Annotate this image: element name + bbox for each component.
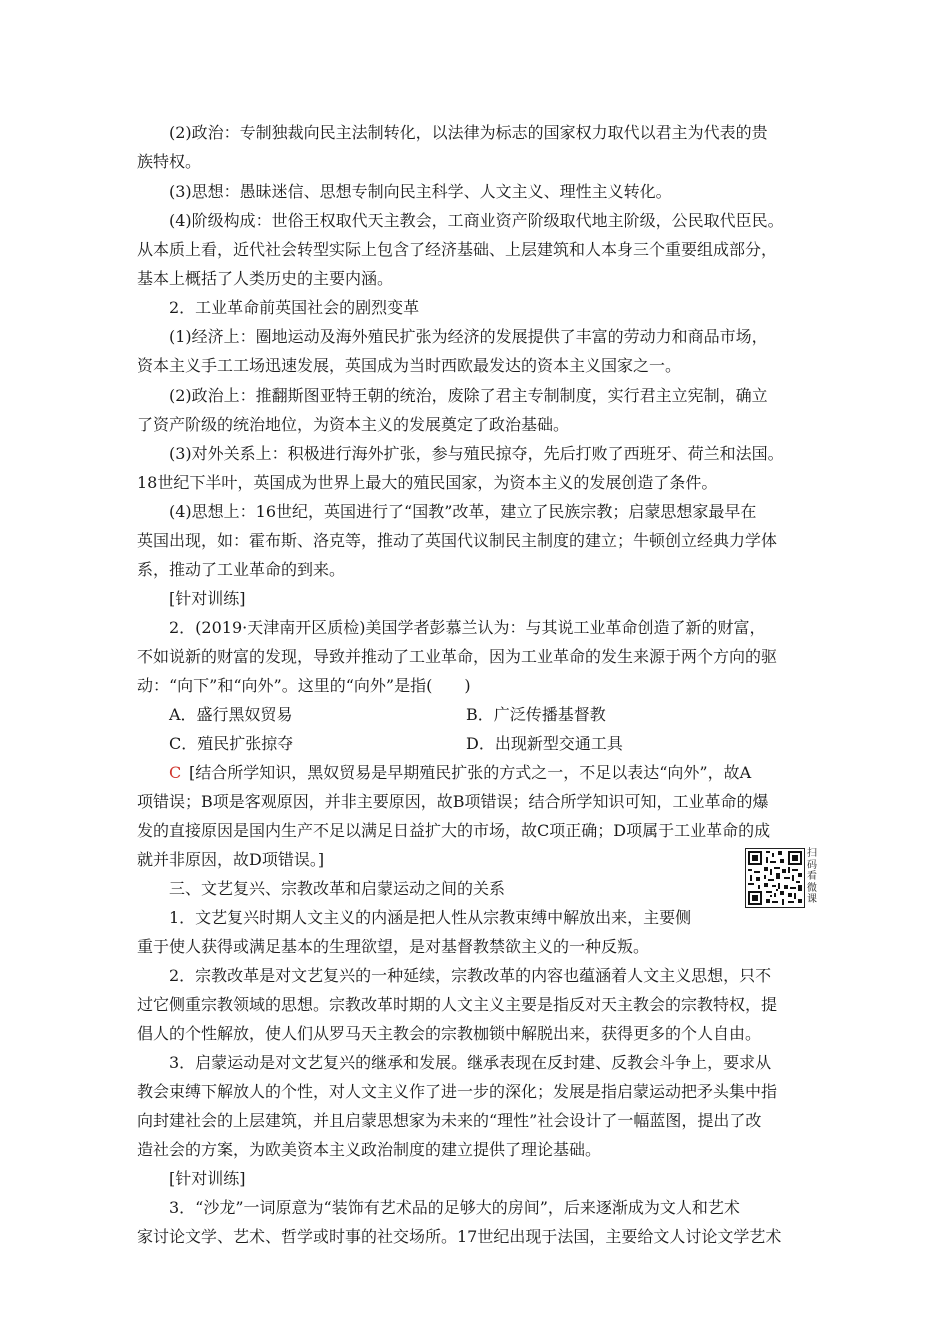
answer-letter: C [169, 763, 182, 782]
section-heading: 2．工业革命前英国社会的剧烈变革 [169, 298, 420, 317]
text-line: 造社会的方案，为欧美资本主义政治制度的建立提供了理论基础。 [137, 1140, 602, 1159]
option-a: A．盛行黑奴贸易 [169, 705, 293, 724]
text-line: 倡人的个性解放，使人们从罗马天主教会的宗教枷锁中解脱出来，获得更多的个人自由。 [137, 1024, 762, 1043]
option-d: D．出现新型交通工具 [466, 734, 623, 753]
text-line: (2)政治上：推翻斯图亚特王朝的统治，废除了君主专制制度，实行君主立宪制，确立 [169, 386, 768, 405]
option-b: B．广泛传播基督教 [466, 705, 606, 724]
text-line: 从本质上看，近代社会转型实际上包含了经济基础、上层建筑和人本身三个重要组成部分， [137, 240, 778, 259]
text-line: (4)阶级构成：世俗王权取代天主教会，工商业资产阶级取代地主阶级，公民取代臣民。 [169, 211, 784, 230]
text-line: 1．文艺复兴时期人文主义的内涵是把人性从宗教束缚中解放出来，主要侧 [169, 908, 692, 927]
text-line: (4)思想上：16世纪，英国进行了“国教”改革，建立了民族宗教；启蒙思想家最早在 [169, 502, 757, 521]
text-line: 基本上概括了人类历史的主要内涵。 [137, 269, 394, 288]
option-c: C．殖民扩张掠夺 [169, 734, 294, 753]
text-line: 3．启蒙运动是对文艺复兴的继承和发展。继承表现在反封建、反教会斗争上，要求从 [169, 1053, 772, 1072]
answer-explanation: 发的直接原因是国内生产不足以满足日益扩大的市场，故C项正确；D项属于工业革命的成 [137, 821, 771, 840]
practice-label: [针对训练] [169, 1169, 246, 1188]
text-line: 2．宗教改革是对文艺复兴的一种延续，宗教改革的内容也蕴涵着人文主义思想，只不 [169, 966, 772, 985]
text-line: 系，推动了工业革命的到来。 [137, 560, 346, 579]
text-line: 族特权。 [137, 152, 202, 171]
qr-code-icon[interactable] [745, 848, 805, 908]
practice-label: [针对训练] [169, 589, 246, 608]
text-line: (1)经济上：圈地运动及海外殖民扩张为经济的发展提供了丰富的劳动力和商品市场， [169, 327, 768, 346]
text-line: 过它侧重宗教领域的思想。宗教改革时期的人文主义主要是指反对天主教会的宗教特权，提 [137, 995, 778, 1014]
question-stem: 3．“沙龙”一词原意为“装饰有艺术品的足够大的房间”，后来逐渐成为文人和艺术 [169, 1198, 740, 1217]
text-line: 18世纪下半叶，英国成为世界上最大的殖民国家，为资本主义的发展创造了条件。 [137, 473, 718, 492]
text-line: 资本主义手工工场迅速发展，英国成为当时西欧最发达的资本主义国家之一。 [137, 356, 682, 375]
answer-explanation: 项错误；B项是客观原因，并非主要原因，故B项错误；结合所学知识可知，工业革命的爆 [137, 792, 769, 811]
answer-explanation: [结合所学知识，黑奴贸易是早期殖民扩张的方式之一，不足以表达“向外”，故A [189, 763, 752, 782]
question-stem: 2．(2019·天津南开区质检)美国学者彭慕兰认为：与其说工业革命创造了新的财富， [169, 618, 766, 637]
text-line: 教会束缚下解放人的个性，对人文主义作了进一步的深化；发展是指启蒙运动把矛头集中指 [137, 1082, 778, 1101]
text-line: 英国出现，如：霍布斯、洛克等，推动了英国代议制民主制度的建立；牛顿创立经典力学体 [137, 531, 778, 550]
text-line: (3)对外关系上：积极进行海外扩张，参与殖民掠夺，先后打败了西班牙、荷兰和法国。 [169, 444, 784, 463]
text-line: 了资产阶级的统治地位，为资本主义的发展奠定了政治基础。 [137, 415, 570, 434]
question-stem: 动：“向下”和“向外”。这里的“向外”是指( ) [137, 676, 471, 695]
text-line: (3)思想：愚昧迷信、思想专制向民主科学、人文主义、理性主义转化。 [169, 182, 672, 201]
section-heading: 三、文艺复兴、宗教改革和启蒙运动之间的关系 [169, 879, 506, 898]
text-line: 向封建社会的上层建筑，并且启蒙思想家为未来的“理性”社会设计了一幅蓝图，提出了改 [137, 1111, 762, 1130]
text-line: (2)政治：专制独裁向民主法制转化，以法律为标志的国家权力取代以君主为代表的贵 [169, 123, 768, 142]
question-stem: 家讨论文学、艺术、哲学或时事的社交场所。17世纪出现于法国，主要给文人讨论文学艺术 [137, 1227, 782, 1246]
qr-caption: 扫 码 看 微 课 [807, 848, 817, 906]
text-line: 重于使人获得或满足基本的生理欲望，是对基督教禁欲主义的一种反叛。 [137, 937, 650, 956]
answer-explanation: 就并非原因，故D项错误。] [137, 850, 325, 869]
question-stem: 不如说新的财富的发现，导致并推动了工业革命，因为工业革命的发生来源于两个方向的驱 [137, 647, 778, 666]
